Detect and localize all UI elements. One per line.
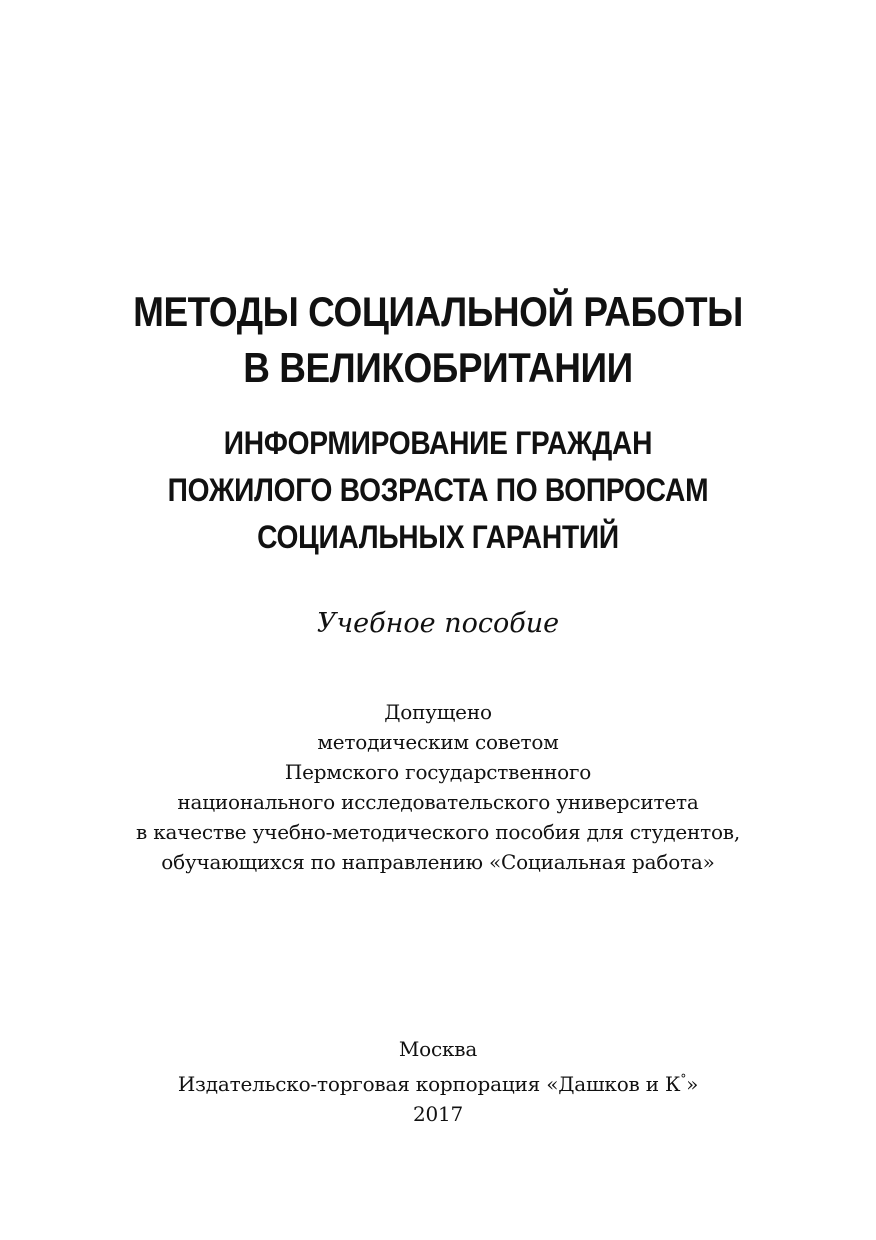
imprint-publisher — [0, 1064, 876, 1099]
imprint-publisher-suffix: » — [686, 1072, 699, 1096]
book-subtitle-line-2: ПОЖИЛОГО ВОЗРАСТА ПО ВОПРОСАМ — [167, 472, 709, 508]
approval-line-3: Пермского государственного — [284, 760, 592, 784]
book-subtitle-line-3: СОЦИАЛЬНЫХ ГАРАНТИЙ — [257, 519, 619, 555]
imprint-year: 2017 — [412, 1102, 464, 1126]
approval-line-5: в качестве учебно-методического пособия для студентов, — [135, 820, 741, 844]
book-subtitle — [53, 420, 824, 561]
book-title-line-1: МЕТОДЫ СОЦИАЛЬНОЙ РАБОТЫ — [133, 288, 743, 335]
approval-line-1: Допущено — [384, 700, 492, 724]
imprint-city: Москва — [398, 1037, 478, 1061]
approval-line-4: национального исследовательского университета — [177, 790, 699, 814]
approval-line-2: методическим советом — [317, 730, 559, 754]
imprint-publisher-degree: ° — [680, 1072, 687, 1086]
imprint-publisher-prefix: Издательско-торговая корпорация «Дашков и К — [177, 1072, 681, 1096]
book-subtitle-line-1: ИНФОРМИРОВАНИЕ ГРАЖДАН — [223, 425, 653, 461]
book-type: Учебное пособие — [316, 608, 560, 639]
book-title — [53, 284, 824, 396]
imprint — [0, 1034, 876, 1129]
approval-statement — [0, 697, 876, 877]
book-title-line-2: В ВЕЛИКОБРИТАНИИ — [243, 344, 633, 391]
approval-line-6: обучающихся по направлению «Социальная работа» — [161, 850, 715, 874]
